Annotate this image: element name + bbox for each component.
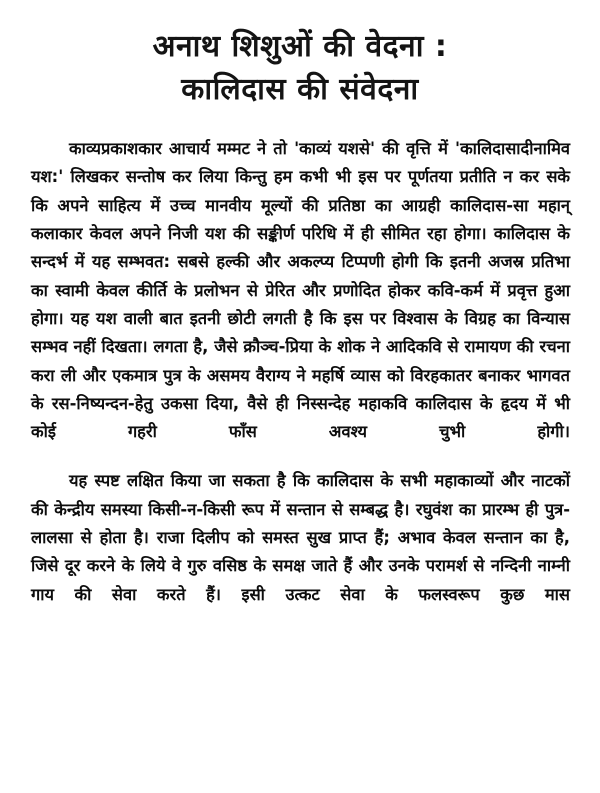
paragraph-2: यह स्पष्ट लक्षित किया जा सकता है कि कालिदास के सभी महाकाव्यों और नाटकों की केन्द्रीय समस्या किसी-न-किसी रूप में सन्तान से सम्बद्ध है। रघुवंश का प्रारम्भ ही पुत्र-लालसा से होता है। राजा दिलीप को समस्त सुख प्राप्त हैं; अभाव केवल सन्तान का है, जिसे दूर करने के लिये वे गुरु वसिष्ठ के समक्ष जाते हैं और उनके परामर्श से नन्दिनी नाम्नी गाय की सेवा करते हैं। इसी उत्कट सेवा के फलस्वरूप कुछ मास xyxy=(31,471,570,604)
paragraph-1: काव्यप्रकाशकार आचार्य मम्मट ने तो 'काव्यं यशसे' की वृत्ति में 'कालिदासादीनामिव यश:' लिखकर सन्तोष कर लिया किन्तु हम कभी भी इस पर पूर्णतया प्रतीति न कर सके कि अपने साहित्य में उच्च मानवीय मूल्यों की प्रतिष्ठा का आग्रही कालिदास-सा महान् कलाकार केवल अपने निजी यश की सङ्कीर्ण परिधि में ही सीमित रहा होगा। कालिदास के सन्दर्भ में यह सम्भवत: सबसे हल्की और अकल्प्य टिप्पणी होगी कि इतनी अजस्र प्रतिभा का स्वामी केवल कीर्ति के प्रलोभन से प्रेरित और प्रणोदित होकर कवि-कर्म में प्रवृत्त हुआ होगा। यह यश वाली बात इतनी छोटी लगती है कि इस पर विश्वास के विग्रह का विन्यास सम्भव नहीं दिखता। लगता है, जैसे क्रौञ्च-प्रिया के शोक ने आदिकवि से रामायण की रचना करा ली और एकमात्र पुत्र के असमय वैराग्य ने महर्षि व्यास को विरहकातर बनाकर भागवत के रस-निष्यन्दन-हेतु उकसा दिया, वैसे ही निस्सन्देह महाकवि कालिदास के हृदय में भी कोई गहरी फाँस अवश्य चुभी होगी। xyxy=(31,139,570,442)
body-text xyxy=(0,135,600,609)
title-line-1: अनाथ शिशुओं की वेदना : xyxy=(152,29,448,64)
page-title xyxy=(0,0,600,111)
title-line-2: कालिदास की संवेदना xyxy=(181,71,419,107)
